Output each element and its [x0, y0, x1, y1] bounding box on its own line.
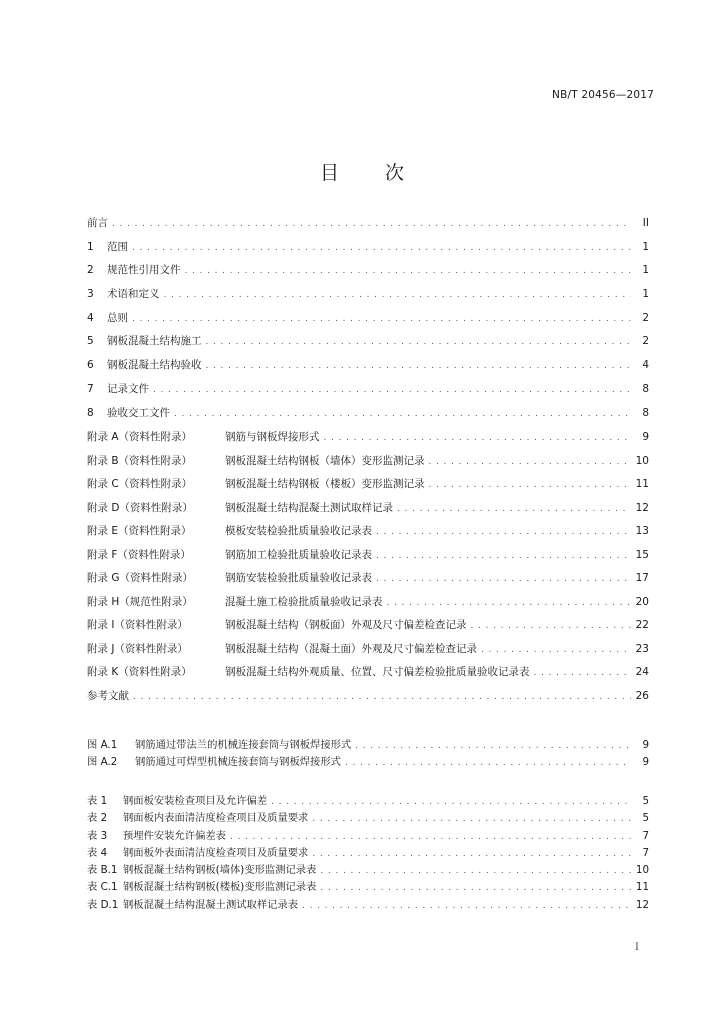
toc-entry-page: 10 [635, 454, 649, 467]
toc-entry-title: 验收交工文件 [107, 406, 170, 419]
toc-appendix-section [87, 429, 649, 711]
footer-page-number: I [634, 941, 639, 953]
toc-entry-title: 钢筋与钢板焊接形式 [225, 431, 320, 443]
toc-entry-label: 3 [87, 288, 94, 301]
toc-entry-title: 总则 [107, 311, 128, 324]
toc-entry-title: 模板安装检验批质量验收记录表 [225, 525, 372, 537]
toc-entry-label: 附录 H（规范性附录） [87, 595, 193, 608]
toc-entry-page: 23 [635, 642, 649, 655]
toc-entry-title: 钢面板安装检查项目及允许偏差 [123, 795, 268, 807]
toc-entry-page: 9 [642, 739, 649, 751]
toc-entry-page: 1 [642, 240, 649, 253]
toc-entry-title: 混凝土施工检验批质量验收记录表 [225, 595, 383, 608]
toc-entry[interactable] [87, 405, 649, 429]
toc-entry[interactable] [87, 594, 649, 618]
dot-leader [132, 243, 631, 253]
toc-entry[interactable] [87, 453, 649, 477]
toc-entry[interactable] [87, 570, 649, 594]
toc-entry[interactable] [87, 357, 649, 381]
toc-entry[interactable] [87, 429, 649, 453]
toc-entry-title: 钢板混凝土结构钢板(墙体)变形监测记录表 [123, 864, 317, 877]
toc-entry[interactable] [87, 878, 649, 895]
toc-entry-title: 术语和定义 [107, 288, 160, 301]
dot-leader [355, 741, 631, 751]
dot-leader [429, 457, 632, 467]
toc-entry-title: 钢板混凝土结构钢板(楼板)变形监测记录表 [123, 881, 317, 894]
toc-entry-title: 钢筋加工检验批质量验收记录表 [225, 548, 372, 561]
toc-entry-label: 附录 C（资料性附录） [87, 478, 193, 490]
dot-leader [153, 385, 631, 395]
toc-entry-label: 表 3 [87, 829, 108, 842]
toc-entry-page: 9 [642, 756, 649, 769]
toc-entry-title: 记录文件 [107, 382, 149, 395]
toc-entry-label: 8 [87, 406, 94, 419]
toc-entry-title: 规范性引用文件 [107, 264, 181, 277]
toc-entry[interactable] [87, 844, 649, 861]
toc-entry-title: 钢筋通过可焊型机械连接套筒与钢板焊接形式 [135, 756, 341, 769]
toc-entry-page: 15 [635, 548, 649, 561]
toc-entry-label: 附录 F（资料性附录） [87, 548, 191, 561]
dot-leader [387, 598, 632, 608]
toc-entry[interactable] [87, 809, 649, 826]
toc-entry[interactable] [87, 262, 649, 286]
toc-main-section [87, 215, 649, 428]
dot-leader [312, 849, 631, 859]
toc-entry-page: 12 [635, 898, 649, 911]
toc-entry-label: 2 [87, 264, 94, 277]
toc-entry-label: 表 2 [87, 812, 108, 825]
toc-entry-page: 17 [635, 572, 649, 584]
toc-entry-page: 22 [635, 619, 649, 631]
dot-leader [534, 668, 632, 678]
toc-figures-section [87, 736, 649, 771]
toc-entry-page: 20 [635, 595, 649, 608]
toc-entry-page: 11 [635, 881, 649, 894]
toc-entry[interactable] [87, 310, 649, 334]
toc-entry-page: 10 [635, 864, 649, 877]
toc-entry[interactable] [87, 381, 649, 405]
dot-leader [164, 290, 632, 300]
dot-leader [230, 832, 631, 842]
toc-entry-title: 钢板混凝土结构验收 [107, 359, 202, 372]
toc-entry-page: 11 [635, 478, 649, 490]
toc-entry-page: 5 [642, 812, 649, 825]
dot-leader [206, 337, 632, 347]
toc-entry-page: 7 [642, 829, 649, 842]
toc-entry-page: 1 [642, 288, 649, 301]
toc-entry-page: 26 [635, 689, 649, 702]
toc-entry-title: 钢筋通过带法兰的机械连接套筒与钢板焊接形式 [135, 739, 352, 751]
dot-leader [481, 645, 631, 655]
dot-leader [185, 266, 632, 276]
toc-entry-title: 范围 [107, 240, 128, 253]
toc-entry-title: 钢筋安装检验批质量验收记录表 [225, 572, 372, 584]
toc-entry-page: II [642, 217, 649, 229]
toc-entry-label: 附录 G（资料性附录） [87, 572, 193, 584]
toc-entry-label: 图 A.1 [87, 739, 118, 751]
toc-entry[interactable] [87, 753, 649, 770]
toc-entry-page: 24 [635, 666, 649, 678]
toc-entry[interactable] [87, 500, 649, 524]
standard-code: NB/T 20456—2017 [552, 89, 654, 101]
toc-entry-page: 9 [642, 431, 649, 443]
dot-leader [376, 551, 631, 561]
toc-entry-page: 4 [642, 359, 649, 372]
toc-entry-label: 附录 J（资料性附录） [87, 642, 188, 655]
toc-entry-label: 附录 B（资料性附录） [87, 454, 193, 467]
toc-entry-page: 2 [642, 311, 649, 324]
toc-entry-title: 钢板混凝土结构（混凝土面）外观及尺寸偏差检查记录 [225, 642, 477, 655]
toc-entry-label: 4 [87, 311, 94, 324]
toc-entry-label: 7 [87, 382, 94, 395]
toc-entry-page: 2 [642, 335, 649, 348]
toc-entry-label: 表 D.1 [87, 898, 119, 911]
toc-entry-label: 5 [87, 335, 94, 348]
toc-entry-page: 8 [642, 406, 649, 419]
toc-entry[interactable] [87, 476, 649, 500]
toc-entry-page: 7 [642, 846, 649, 859]
toc-entry-title: 前言 [87, 217, 108, 229]
toc-entry-title: 钢板混凝土结构（钢板面）外观及尺寸偏差检查记录 [225, 619, 467, 631]
page-title: 目 次 [319, 162, 425, 184]
toc-entry-title: 预埋件安装允许偏差表 [123, 829, 226, 842]
dot-leader [112, 219, 631, 229]
toc-entry[interactable] [87, 792, 649, 809]
toc-entry[interactable] [87, 547, 649, 571]
toc-entry-label: 图 A.2 [87, 756, 118, 769]
dot-leader [320, 883, 631, 893]
toc-entry-label: 附录 E（资料性附录） [87, 525, 192, 537]
dot-leader [376, 574, 631, 584]
toc-entry[interactable] [87, 688, 649, 712]
toc-entry[interactable] [87, 333, 649, 357]
dot-leader [397, 504, 631, 514]
toc-entry-label: 6 [87, 359, 94, 372]
dot-leader [206, 361, 632, 371]
dot-leader [312, 814, 631, 824]
toc-entry-title: 钢板混凝土结构钢板（楼板）变形监测记录 [225, 478, 425, 490]
toc-entry-page: 13 [635, 525, 649, 537]
toc-tables-section [87, 792, 649, 913]
toc-entry-page: 8 [642, 382, 649, 395]
dot-leader [320, 866, 631, 876]
dot-leader [174, 409, 631, 419]
toc-entry-title: 钢板混凝土结构混凝土测试取样记录 [225, 501, 393, 514]
toc-entry-title: 参考文献 [87, 689, 129, 702]
toc-entry-title: 钢板混凝土结构钢板（墙体）变形监测记录 [225, 454, 425, 467]
toc-entry-title: 钢面板内表面清洁度检查项目及质量要求 [123, 812, 309, 825]
dot-leader [471, 621, 632, 631]
toc-entry[interactable] [87, 736, 649, 753]
toc-entry[interactable] [87, 827, 649, 844]
dot-leader [133, 692, 631, 702]
dot-leader [429, 480, 632, 490]
toc-entry[interactable] [87, 861, 649, 878]
toc-entry[interactable] [87, 523, 649, 547]
dot-leader [271, 797, 631, 807]
toc-entry-label: 附录 I（资料性附录） [87, 619, 188, 631]
toc-entry[interactable] [87, 896, 649, 913]
toc-entry-label: 附录 A（资料性附录） [87, 431, 193, 443]
dot-leader [376, 527, 631, 537]
dot-leader [345, 758, 631, 768]
toc-entry[interactable] [87, 215, 649, 239]
toc-entry-page: 5 [642, 795, 649, 807]
toc-entry[interactable] [87, 641, 649, 665]
toc-entry-label: 附录 D（资料性附录） [87, 501, 193, 514]
toc-entry[interactable] [87, 617, 649, 641]
toc-entry-page: 12 [635, 501, 649, 514]
toc-entry-label: 附录 K（资料性附录） [87, 666, 192, 678]
toc-entry-title: 钢面板外表面清洁度检查项目及质量要求 [123, 846, 309, 859]
toc-entry-label: 表 4 [87, 846, 108, 859]
toc-entry-title: 钢板混凝土结构施工 [107, 335, 202, 348]
dot-leader [324, 433, 632, 443]
dot-leader [132, 314, 631, 324]
toc-entry-title: 钢板混凝土结构外观质量、位置、尺寸偏差检验批质量验收记录表 [225, 666, 530, 678]
toc-entry[interactable] [87, 664, 649, 688]
toc-entry-label: 表 B.1 [87, 864, 118, 877]
toc-entry-label: 表 1 [87, 795, 108, 807]
dot-leader [302, 901, 631, 911]
toc-entry-page: 1 [642, 264, 649, 277]
toc-entry-label: 1 [87, 240, 94, 253]
toc-entry-label: 表 C.1 [87, 881, 118, 894]
toc-entry[interactable] [87, 239, 649, 263]
toc-entry-title: 钢板混凝土结构混凝土测试取样记录表 [123, 898, 299, 911]
toc-entry[interactable] [87, 286, 649, 310]
